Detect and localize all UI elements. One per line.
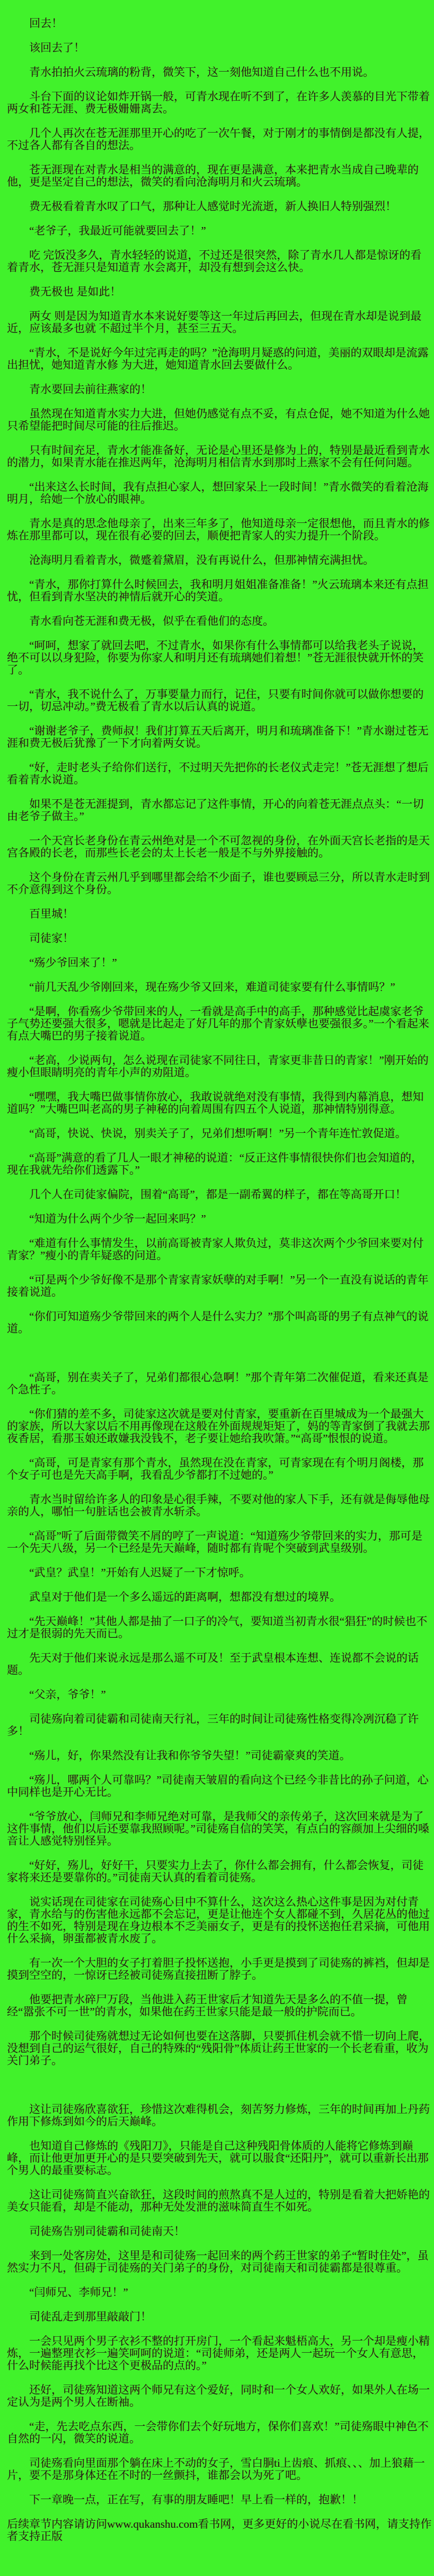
paragraph: 他要把青水碎尸万段，当他进入药王世家后才知道先天是多么的不值一提，曾经“嚣张不可一世”的青水，如果他在药王世家只能是最一般的护院而已。 bbox=[7, 1993, 408, 2018]
paragraph: “高哥”听了后面带微笑不屑的哼了一声说道：“知道殇少爷带回来的实力，那可是一个先天八级，另一个已经是先天巅峰，随时都有肯呢个突破到武皇级别。 bbox=[7, 1530, 422, 1555]
paragraph: “好好，殇儿，好好干，只要实力上去了，你什么都会拥有，什么都会恢复，司徒家将来还是要靠你的。”司徒南天认真的看着司徒殇。 bbox=[7, 1859, 424, 1884]
paragraph: 沧海明月看着青水，微蹙着黛眉，没有再说什么，但那神情充满担忧。 bbox=[29, 554, 374, 566]
paragraph: “嘿嘿，我大嘴巴做事情你放心，我敢说就绝对没有事情，我得到内幕消息，想知道吗？”大嘴巴叫老高的男子神秘的向着周围有四五个人说道，那神情特别得意。 bbox=[7, 1090, 424, 1115]
paragraph: “谢谢老爷子，费师叔！我们打算五天后离开，明月和琉璃准备下！”青水谢过苍无涯和费无极后犹豫了一下才向着两女说。 bbox=[7, 724, 429, 749]
paragraph: 司徒殇告别司徒霸和司徒南天！ bbox=[29, 2225, 185, 2238]
paragraph: “青水，不是说好今年过完再走的吗？”沧海明月疑惑的问道，美丽的双眼却是流露出担忧，她知道青水修 为大进，她知道青水回去要做什么。 bbox=[7, 346, 429, 371]
paragraph: “高哥”满意的看了几人一眼才神秘的说道：“反正这件事情很快你们也会知道的，现在我就先给你们透露下。” bbox=[7, 1151, 422, 1176]
paragraph: “闫师兄、李师兄！” bbox=[29, 2286, 128, 2299]
paragraph: “先天巅峰！”其他人都是抽了一口子的冷气，要知道当初青水很“猖狂”的时候也不过才是很弱的先天而已。 bbox=[7, 1615, 428, 1640]
paragraph: 还好，司徒殇知道这两个师兄有这个爱好，同时和一个女人欢好，如果外人在场一定认为是两个男人在断袖。 bbox=[7, 2383, 430, 2408]
paragraph: 那个时候司徒殇就想过无论如何也要在这落脚，只要抓住机会就不惜一切向上爬，没想到自己的运气很好，自己的特殊的“残阳骨”体质让药王世家的一个长老看重，收为关门弟子。 bbox=[7, 2030, 430, 2067]
paragraph: “高哥，可是青家有那个青水，虽然现在没在青家，可青家现在有个明月阁楼，那个女子可也是先天高手啊，我看乱少爷都打不过她的。” bbox=[7, 1456, 424, 1481]
paragraph: 来到一处客房处，这里是和司徒殇一起回来的两个药王世家的弟子“暂时住处”，虽然实力不凡，但碍于司徒殇的关门弟子的身份，对司徒南天和司徒霸都是很尊重。 bbox=[7, 2249, 429, 2274]
paragraph: 一会只见两个男子衣衫不整的打开房门，一个看起来魁梧高大，另一个却是瘦小精炼，一遍整理衣衫一遍笑呵呵的说道：“司徒师弟，还是两人一起玩一个女人有意思，什么时候能再找个比这个更极品的点的。” bbox=[7, 2335, 430, 2372]
paragraph: “殇儿，哪两个人可靠吗？”司徒南天皱眉的看向这个已经今非昔比的孙子问道，心中同样也是开心无比。 bbox=[7, 1774, 429, 1798]
paragraph: “你们可知道殇少爷带回来的两个人是什么实力？”那个叫高哥的男子有点神气的说道。 bbox=[7, 1310, 429, 1335]
paragraph: 这让司徒殇简直兴奋欲狂，这段时间的煎熬真不是人过的，特别是看着大把娇艳的美女只能看，却是不能动，那种无处发泄的滋味简直生不如死。 bbox=[7, 2188, 430, 2213]
paragraph: “父亲，爷爷！” bbox=[29, 1688, 106, 1701]
paragraph: 司徒家！ bbox=[29, 932, 74, 945]
paragraph: “殇少爷回来了！” bbox=[29, 956, 117, 969]
paragraph: 两女 则是因为知道青水本来说好要等这一年过后再回去，但现在青水却是说到最近，应该最多也就 不超过半个月，甚至三五天。 bbox=[7, 310, 422, 335]
paragraph: “老高，少说两句，怎么说现在司徒家不同往日，青家更非昔日的青家！”刚开始的瘦小但眼睛明亮的青年小声的劝阻道。 bbox=[7, 1054, 429, 1079]
paragraph: 司徒乱走到那里敲敲门！ bbox=[29, 2310, 152, 2323]
paragraph: “爷爷放心，闫师兄和李师兄绝对可靠，是我师父的亲传弟子，这次回来就是为了这件事情，他们以后还要靠我照顾呢。”司徒殇自信的笑笑，有点白的容颜加上尖细的嗓音让人感觉特别怪异。 bbox=[7, 1810, 429, 1847]
paragraph: 只有时间充足，青水才能准备好，无论是心里还是修为上的，特别是最近看到青水的潜力，如果青水能在推迟两年，沧海明月相信青水到那时上燕家不会有任何问题。 bbox=[7, 444, 430, 469]
novel-body bbox=[7, 18, 432, 2506]
paragraph: “出来这么长时间，我有点担心家人，想回家呆上一段时间！”青水微笑的看着沧海明月，给她一个放心的眼神。 bbox=[7, 481, 429, 505]
paragraph: “前几天乱少爷刚回来，现在殇少爷又回来，难道司徒家要有什么事情吗？” bbox=[29, 981, 395, 993]
paragraph: 几个人再次在苍无涯那里开心的吃了一次午餐，对于刚才的事情倒是都没有人提，不过各人都有各自的想法。 bbox=[7, 127, 430, 152]
paragraph: 武皇对于他们是一个多么遥远的距离啊，想都没有想过的境界。 bbox=[29, 1591, 341, 1603]
paragraph: 费无极看着青水叹了口气，那种让人感觉时光流逝，新人换旧人特别强烈！ bbox=[29, 200, 396, 213]
paragraph: 如果不是苍无涯提到，青水都忘记了这件事情，开心的向着苍无涯点点头：“一切由老爷子做主。” bbox=[7, 798, 424, 823]
paragraph: “武皇？武皇！”开始有人迟疑了一下才惊呼。 bbox=[29, 1566, 251, 1579]
paragraph: “知道为什么两个少爷一起回来吗？” bbox=[29, 1212, 206, 1225]
paragraph: “好，走时老头子给你们送行，不过明天先把你的长老仪式走完！”苍无涯想了想后看着青水说道。 bbox=[7, 761, 429, 786]
paragraph: 青水看向苍无涯和费无极，似乎在看他们的态度。 bbox=[29, 615, 274, 627]
paragraph: 青水是真的思念他母亲了，出来三年多了，他知道母亲一定很想他，而且青水的修炼在那里都可以，现在很有必要的回去，顺便把青家人的实力提升一个阶段。 bbox=[7, 517, 430, 542]
paragraph: 斗台下面的议论如炸开锅一般，可青水现在听不到了，在许多人羡慕的目光下带着两女和苍无涯、费无极姗姗离去。 bbox=[7, 90, 430, 115]
paragraph: 青水要回去前往燕家的！ bbox=[29, 383, 152, 396]
paragraph: “可是两个少爷好像不是那个青家青家妖孽的对手啊！”另一个一直没有说话的青年接着说道。 bbox=[7, 1273, 429, 1298]
paragraph: 这让司徒殇欣喜欲狂，珍惜这次难得机会，刻苦努力修炼，三年的时间再加上丹药作用下修炼到如今的后天巅峰。 bbox=[7, 2103, 430, 2128]
paragraph: “呵呵，想家了就回去吧，不过青水，如果你有什么事情都可以给我老头子说说，绝不可以以身犯险，你要为你家人和明月还有琉璃她们着想！”苍无涯很快就开怀的笑了。 bbox=[7, 639, 424, 676]
paragraph: 青水拍拍火云琉璃的粉背，微笑下，这一刻他知道自己什么也不用说。 bbox=[29, 66, 374, 78]
footer-note: 后续章节内容请访问www.qukanshu.com看书网，更多更好的小说尽在看书网，请支持作者支持正版 bbox=[7, 2518, 432, 2543]
paragraph: 回去！ bbox=[29, 17, 63, 30]
paragraph: 下一章晚一点，正在写，有事的朋友睡吧！早上看一样的，抱歉！！ bbox=[29, 2493, 363, 2506]
paragraph: 也知道自己修炼的《残阳刀》，只能是自己这种残阳骨体质的人能将它修炼到巅峰，而让他更加更开心的是只要突破到先天，就可以服食“还阳丹”，就可以重新长出那个男人的最重要标志。 bbox=[7, 2140, 429, 2177]
paragraph: “难道有什么事情发生，以前高哥被青家人欺负过，莫非这次两个少爷回来要对付青家？”瘦小的青年疑惑的问道。 bbox=[7, 1237, 424, 1262]
paragraph: “殇儿，好，你果然没有让我和你爷爷失望！”司徒霸豪爽的笑道。 bbox=[29, 1749, 351, 1762]
paragraph: 先天对于他们来说永远是那么遥不可及！至于武皇根本连想、连说都不会说的话题。 bbox=[7, 1652, 419, 1676]
paragraph: “走，先去吃点东西，一会带你们去个好玩地方，保你们喜欢！”司徒殇眼中神色不自然的一闪，微笑的说道。 bbox=[7, 2420, 429, 2445]
paragraph: 一个天宫长老身份在青云州绝对是一个不可忽视的身份，在外面天宫长老指的是天宫各殿的长老，而那些长老会的太上长老一般是不与外界接触的。 bbox=[7, 834, 430, 859]
paragraph: 有一次一个大胆的女子打着胆子投怀送抱，小手更是摸到了司徒殇的裤裆，但却是摸到空空的，一惊讶已经被司徒殇直接扭断了脖子。 bbox=[7, 1957, 430, 1981]
paragraph: 青水当时留给许多人的印象是心很手辣，不要对他的家人下手，还有就是侮辱他母亲的人，哪怕一句脏话也会被青水斩杀。 bbox=[7, 1493, 430, 1518]
paragraph: “青水，我不说什么了，万事要量力而行，记住，只要有时间你就可以做你想要的一切，切忌冲动。”费无极看了青水以后认真的说道。 bbox=[7, 688, 424, 713]
paragraph: 几个人在司徒家偏院，围着“高哥”，都是一副希翼的样子，都在等高哥开口！ bbox=[29, 1188, 406, 1201]
paragraph: 该回去了！ bbox=[29, 41, 85, 54]
paragraph: “你们猜的差不多，司徒家这次就是要对付青家，要重新在百里城成为一个最强大的家族，所以大家以后不用再像现在这般在外面规规矩矩了，妈的等青家倒了我就去那夜香居，看那玉娘还敢嫌我没钱不，老子要让她给我吹箫。”“高哥”恨恨的说道。 bbox=[7, 1408, 430, 1445]
paragraph: 费无极也 是如此！ bbox=[29, 285, 121, 298]
paragraph-spacer bbox=[7, 1347, 432, 1359]
paragraph: “老爷子，我最近可能就要回去了！” bbox=[29, 224, 206, 237]
paragraph: 虽然现在知道青水实力大进，但她仍感觉有点不妥，有点仓促，她不知道为什么她只希望能把时间尽可能的往后推迟。 bbox=[7, 407, 430, 432]
paragraph: “青水，那你打算什么时候回去，我和明月姐姐准备准备！”火云琉璃本来还有点担忧，但看到青水坚决的神情后就开心的笑道。 bbox=[7, 578, 429, 603]
paragraph: “是啊，你看殇少爷带回来的人，一看就是高手中的高手，那种感觉比起虞家老爷子气势还要强大很多，嗯就是比起走了好几年的那个青家妖孽也要强很多。”一个看起来有点大嘴巴的男子接着说道。 bbox=[7, 1005, 429, 1042]
paragraph: “高哥，快说、快说，别卖关子了，兄弟们想听啊！”另一个青年连忙敦促道。 bbox=[29, 1127, 406, 1140]
paragraph: 百里城！ bbox=[29, 907, 74, 920]
paragraph: 吃 完饭没多久，青水轻轻的说道，不过还是很突然，除了青水几人都是惊讶的看着青水，苍无涯只是知道青 水会离开，却没有想到会这么快。 bbox=[7, 249, 422, 274]
paragraph: 司徒殇看向里面那个躺在床上不动的女子，雪白胴ti上齿痕、抓痕、、、加上狼藉一片，要不是那身体还在不时的一丝颤抖，谁都会以为死了吧。 bbox=[7, 2457, 425, 2482]
paragraph: 苍无涯现在对青水是相当的满意的，现在更是满意，本来把青水当成自己晚辈的他，更是坚定自己的想法，微笑的看向沧海明月和火云琉璃。 bbox=[7, 163, 419, 188]
paragraph: 司徒殇向着司徒霸和司徒南天行礼，三年的时间让司徒殇性格变得冷冽沉稳了许多！ bbox=[7, 1713, 419, 1737]
paragraph: “高哥，别在卖关子了，兄弟们都很心急啊！”那个青年第二次催促道，看来还真是个急性子。 bbox=[7, 1371, 429, 1396]
paragraph: 说实话现在司徒家在司徒殇心目中不算什么，这次这么热心这件事是因为对付青家，青水给与的伤害他永远都不会忘记，更是让他连个女人都碰不到，久居花丛的他过的生不如死，特别是现在身边根本不乏美丽女子，更是有的投怀送抱任君采摘，可他用什么采摘，卵蛋都被青水废了。 bbox=[7, 1896, 430, 1945]
paragraph-spacer bbox=[7, 2079, 432, 2091]
paragraph: 这个身份在青云州几乎到哪里都会给不少面子，谁也要顾忌三分，所以青水走时到不介意得到这个身份。 bbox=[7, 871, 430, 896]
